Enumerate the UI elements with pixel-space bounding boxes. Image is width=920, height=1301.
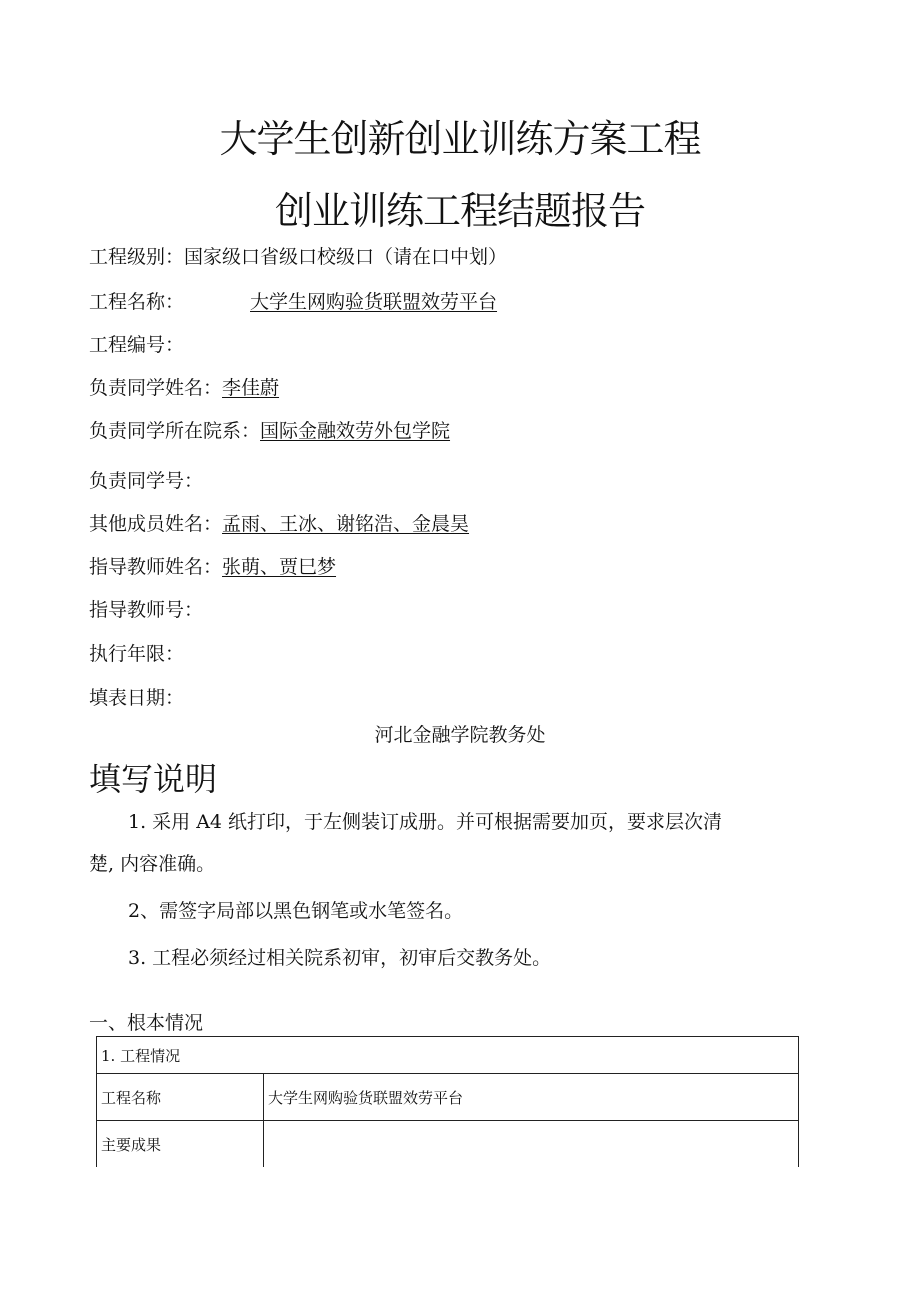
field-label: 工程级别： — [89, 246, 185, 268]
table-cell-label: 主要成果 — [97, 1121, 264, 1168]
report-title-line-1: 大学生创新创业训练方案工程 — [219, 117, 701, 161]
project-info-table — [96, 1036, 799, 1167]
instruction-item-3: 3. 工程必须经过相关院系初审，初审后交教务处。 — [128, 947, 552, 969]
field-label: 工程名称： — [89, 291, 185, 313]
table-cell-value — [264, 1121, 799, 1168]
institution-name: 河北金融学院教务处 — [374, 724, 546, 746]
table-header-cell: 1. 工程情况 — [97, 1037, 799, 1074]
field-value: 大学生网购验货联盟效劳平台 — [250, 291, 498, 313]
field-label: 工程编号： — [89, 334, 185, 356]
field-project-number — [89, 333, 184, 357]
field-project-level — [89, 245, 507, 269]
field-leader-department — [89, 419, 450, 443]
instruction-item-1-continued: 楚, 内容准确。 — [89, 853, 216, 875]
field-label: 指导教师号： — [89, 599, 204, 621]
field-label: 负责同学姓名： — [89, 377, 223, 399]
report-title-line-2: 创业训练工程结题报告 — [274, 189, 645, 233]
instruction-item-2: 2、需签字局部以黑色钢笔或水笔签名。 — [128, 900, 464, 922]
field-label: 负责同学所在院系： — [89, 420, 261, 442]
table-row — [97, 1074, 799, 1121]
field-project-name — [89, 290, 497, 314]
field-fill-date — [89, 686, 184, 710]
field-label: 指导教师姓名： — [89, 556, 223, 578]
table-header-row — [97, 1037, 799, 1074]
instruction-item-1: 1. 采用 A4 纸打印，于左侧装订成册。并可根据需要加页，要求层次清 — [128, 811, 723, 833]
field-label: 其他成员姓名： — [89, 513, 223, 535]
section-basic-info-heading: 一、根本情况 — [89, 1012, 204, 1034]
field-advisor-name — [89, 555, 336, 579]
field-label: 负责同学号： — [89, 470, 204, 492]
instructions-heading: 填写说明 — [89, 760, 218, 798]
field-value: 国家级口省级口校级口（请在口中划） — [184, 246, 508, 268]
field-other-members — [89, 512, 469, 536]
table-cell-label: 工程名称 — [97, 1074, 264, 1121]
field-advisor-id — [89, 598, 203, 622]
field-leader-name — [89, 376, 279, 400]
field-leader-student-id — [89, 469, 203, 493]
field-value: 孟雨、王冰、谢铭浩、金晨昊 — [222, 513, 470, 535]
field-label: 执行年限： — [89, 643, 185, 665]
field-value: 李佳蔚 — [222, 377, 280, 399]
field-value: 国际金融效劳外包学院 — [260, 420, 451, 442]
field-execution-period — [89, 642, 184, 666]
field-value: 张萌、贾巳梦 — [222, 556, 337, 578]
table-cell-value: 大学生网购验货联盟效劳平台 — [264, 1074, 799, 1121]
table-row — [97, 1121, 799, 1168]
field-label: 填表日期： — [89, 687, 185, 709]
